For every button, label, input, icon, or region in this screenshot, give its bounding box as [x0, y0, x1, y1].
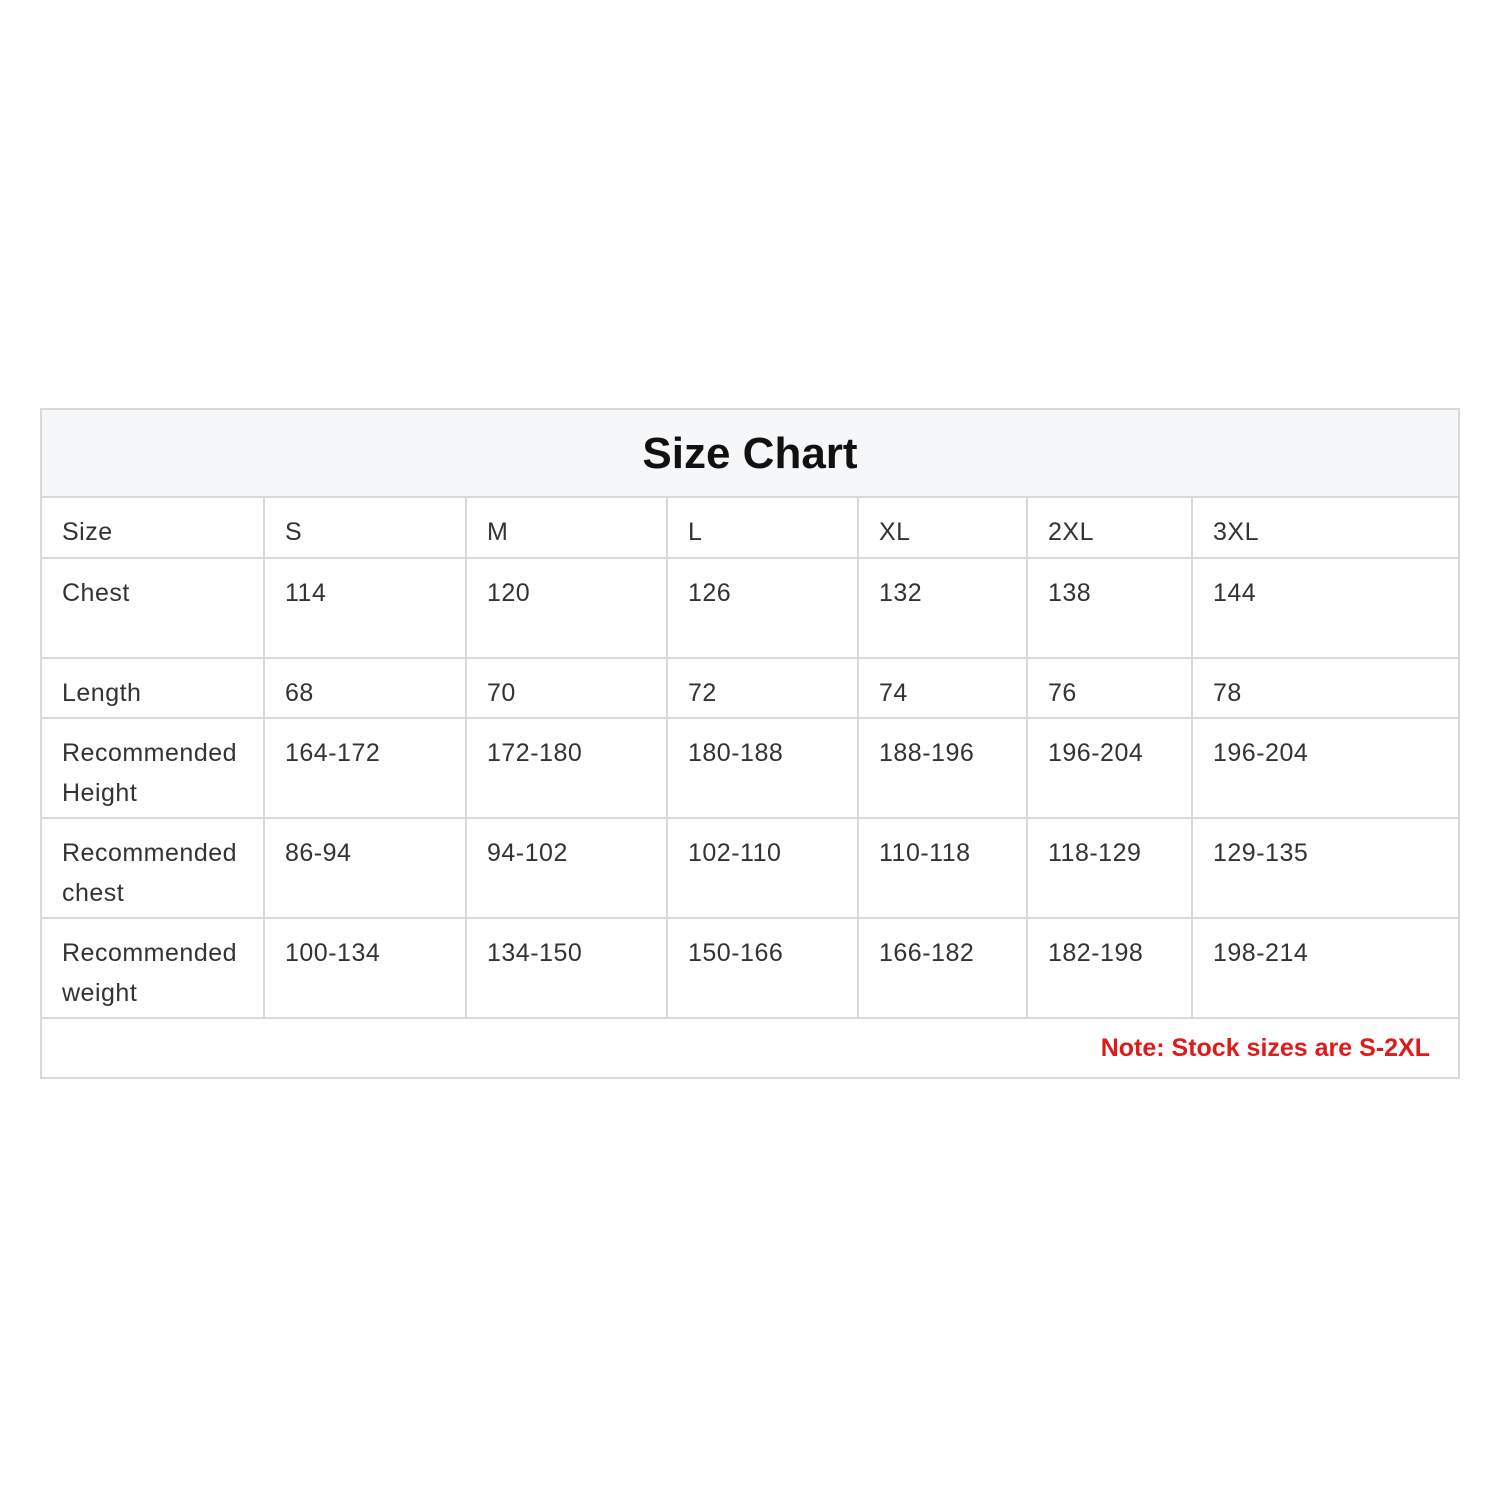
table-cell: 76 [1027, 658, 1192, 718]
row-label: Recommended chest [42, 818, 264, 918]
table-cell: L [667, 498, 858, 558]
table-row-recommended-chest [42, 818, 1458, 918]
table-cell: 110-118 [858, 818, 1027, 918]
chart-title: Size Chart [42, 410, 1458, 498]
size-chart-table [40, 408, 1460, 1079]
table-cell: 100-134 [264, 918, 466, 1018]
table-cell: 70 [466, 658, 667, 718]
table-cell: 118-129 [1027, 818, 1192, 918]
table-cell: 132 [858, 558, 1027, 658]
table-cell: 72 [667, 658, 858, 718]
table-cell: 182-198 [1027, 918, 1192, 1018]
table-cell: M [466, 498, 667, 558]
row-label: Size [42, 498, 264, 558]
table-cell: 3XL [1192, 498, 1458, 558]
table-cell: XL [858, 498, 1027, 558]
table-cell: 188-196 [858, 718, 1027, 818]
table-cell: 102-110 [667, 818, 858, 918]
table-cell: S [264, 498, 466, 558]
row-label: Chest [42, 558, 264, 658]
table-cell: 94-102 [466, 818, 667, 918]
table-cell: 78 [1192, 658, 1458, 718]
table-cell: 126 [667, 558, 858, 658]
table-cell: 144 [1192, 558, 1458, 658]
table-cell: 138 [1027, 558, 1192, 658]
table-row-recommended-weight [42, 918, 1458, 1018]
table-row-size [42, 498, 1458, 558]
stock-note: Note: Stock sizes are S-2XL [1100, 1033, 1430, 1062]
table-cell: 198-214 [1192, 918, 1458, 1018]
table-cell: 134-150 [466, 918, 667, 1018]
table-row-length [42, 658, 1458, 718]
table-row-recommended-height [42, 718, 1458, 818]
table-cell: 114 [264, 558, 466, 658]
size-table [42, 498, 1458, 1019]
table-cell: 180-188 [667, 718, 858, 818]
row-label: Length [42, 658, 264, 718]
table-cell: 172-180 [466, 718, 667, 818]
table-cell: 150-166 [667, 918, 858, 1018]
table-cell: 196-204 [1027, 718, 1192, 818]
table-cell: 120 [466, 558, 667, 658]
table-cell: 129-135 [1192, 818, 1458, 918]
table-row-chest [42, 558, 1458, 658]
table-cell: 164-172 [264, 718, 466, 818]
table-cell: 196-204 [1192, 718, 1458, 818]
row-label: Recommended Height [42, 718, 264, 818]
row-label: Recommended weight [42, 918, 264, 1018]
table-cell: 166-182 [858, 918, 1027, 1018]
table-cell: 2XL [1027, 498, 1192, 558]
table-cell: 86-94 [264, 818, 466, 918]
table-cell: 68 [264, 658, 466, 718]
table-cell: 74 [858, 658, 1027, 718]
